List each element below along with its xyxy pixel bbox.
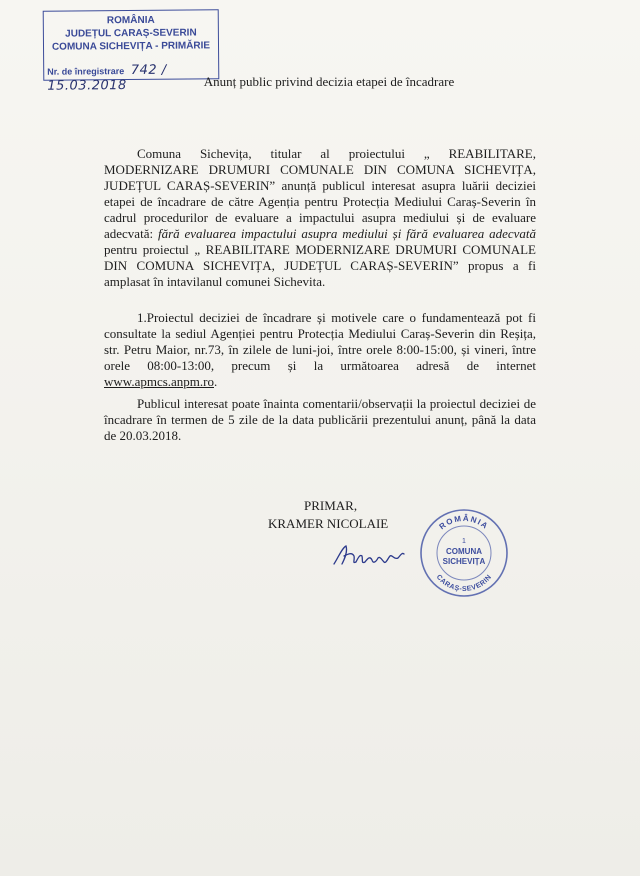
paragraph-consultation-text: 1.Proiectul deciziei de încadrare și motivele care o fundamentează pot fi consultate la sediul Agenției pentru Protecția Mediului Caraș-Severin din Reșița, str. Petru Maior, nr.73, în zilele de luni-joi, între orele 8:00-15:00, și vineri, între orele 08:00-13:00, precum și la următoarea adresă de internet: [104, 310, 536, 373]
handwritten-signature: [330, 538, 410, 570]
stamp-registration-label: Nr. de înregistrare: [47, 66, 125, 77]
stamp-county: JUDEȚUL CARAȘ-SEVERIN: [65, 27, 197, 40]
paragraph-consultation-end: .: [214, 374, 218, 389]
signature-block: [268, 497, 428, 533]
paragraph-comments: Publicul interesat poate înainta comentarii/observații la proiectul deciziei de încadrare în termen de 5 zile de la data publicării prezentului anunț, până la data de 20.03.2018.: [104, 396, 536, 443]
stamp-commune-line2: SICHEVIȚA: [442, 557, 486, 566]
stamp-commune: COMUNA SICHEVIȚA - PRIMĂRIE: [51, 40, 211, 53]
paragraph-intro: [104, 146, 536, 290]
svg-text:ROMÂNIA: [438, 514, 491, 531]
official-round-stamp: [418, 507, 510, 599]
website-link[interactable]: www.apmcs.anpm.ro: [104, 374, 214, 389]
stamp-commune-line1: COMUNA: [446, 547, 482, 556]
paragraph-intro-end: pentru proiectul „ REABILITARE MODERNIZARE DRUMURI COMUNALE DIN COMUNA SICHEVIȚA, JUDEȚUL CARAȘ-SEVERIN” propus a fi amplasat în intavilanul comunei Sichevita.: [104, 242, 536, 289]
stamp-country: ROMÂNIA: [106, 14, 155, 27]
announcement-title: Anunț public privind decizia etapei de încadrare: [203, 74, 455, 89]
registration-stamp: [43, 9, 220, 94]
signer-name: KRAMER NICOLAIE: [268, 516, 389, 531]
stamp-top-text: ROMÂNIA: [437, 513, 491, 532]
paragraph-consultation: [104, 310, 536, 390]
stamp-registration-number: 742 / 15.03.2018: [47, 62, 167, 94]
paragraph-intro-start: Comuna Sichevița, titular al proiectului „ REABILITARE, MODERNIZARE DRUMURI COMUNALE DIN COMUNA SICHEVIȚA, JUDEȚUL CARAȘ-SEVERIN” anunță publicul interesat asupra luării deciziei etapei de încadrare de către Agenția pentru Protecția Mediului Caraș-Severin în cadrul procedurilor de evaluare a impactului asupra mediului și de evaluare adecvată:: [104, 146, 536, 241]
signer-role: PRIMAR,: [304, 498, 358, 513]
stamp-number: 1: [462, 538, 466, 545]
paragraph-intro-decision: fără evaluarea impactului asupra mediului și fără evaluarea adecvată: [157, 226, 537, 241]
stamp-bottom-text: CARAȘ-SEVERIN: [434, 573, 494, 594]
